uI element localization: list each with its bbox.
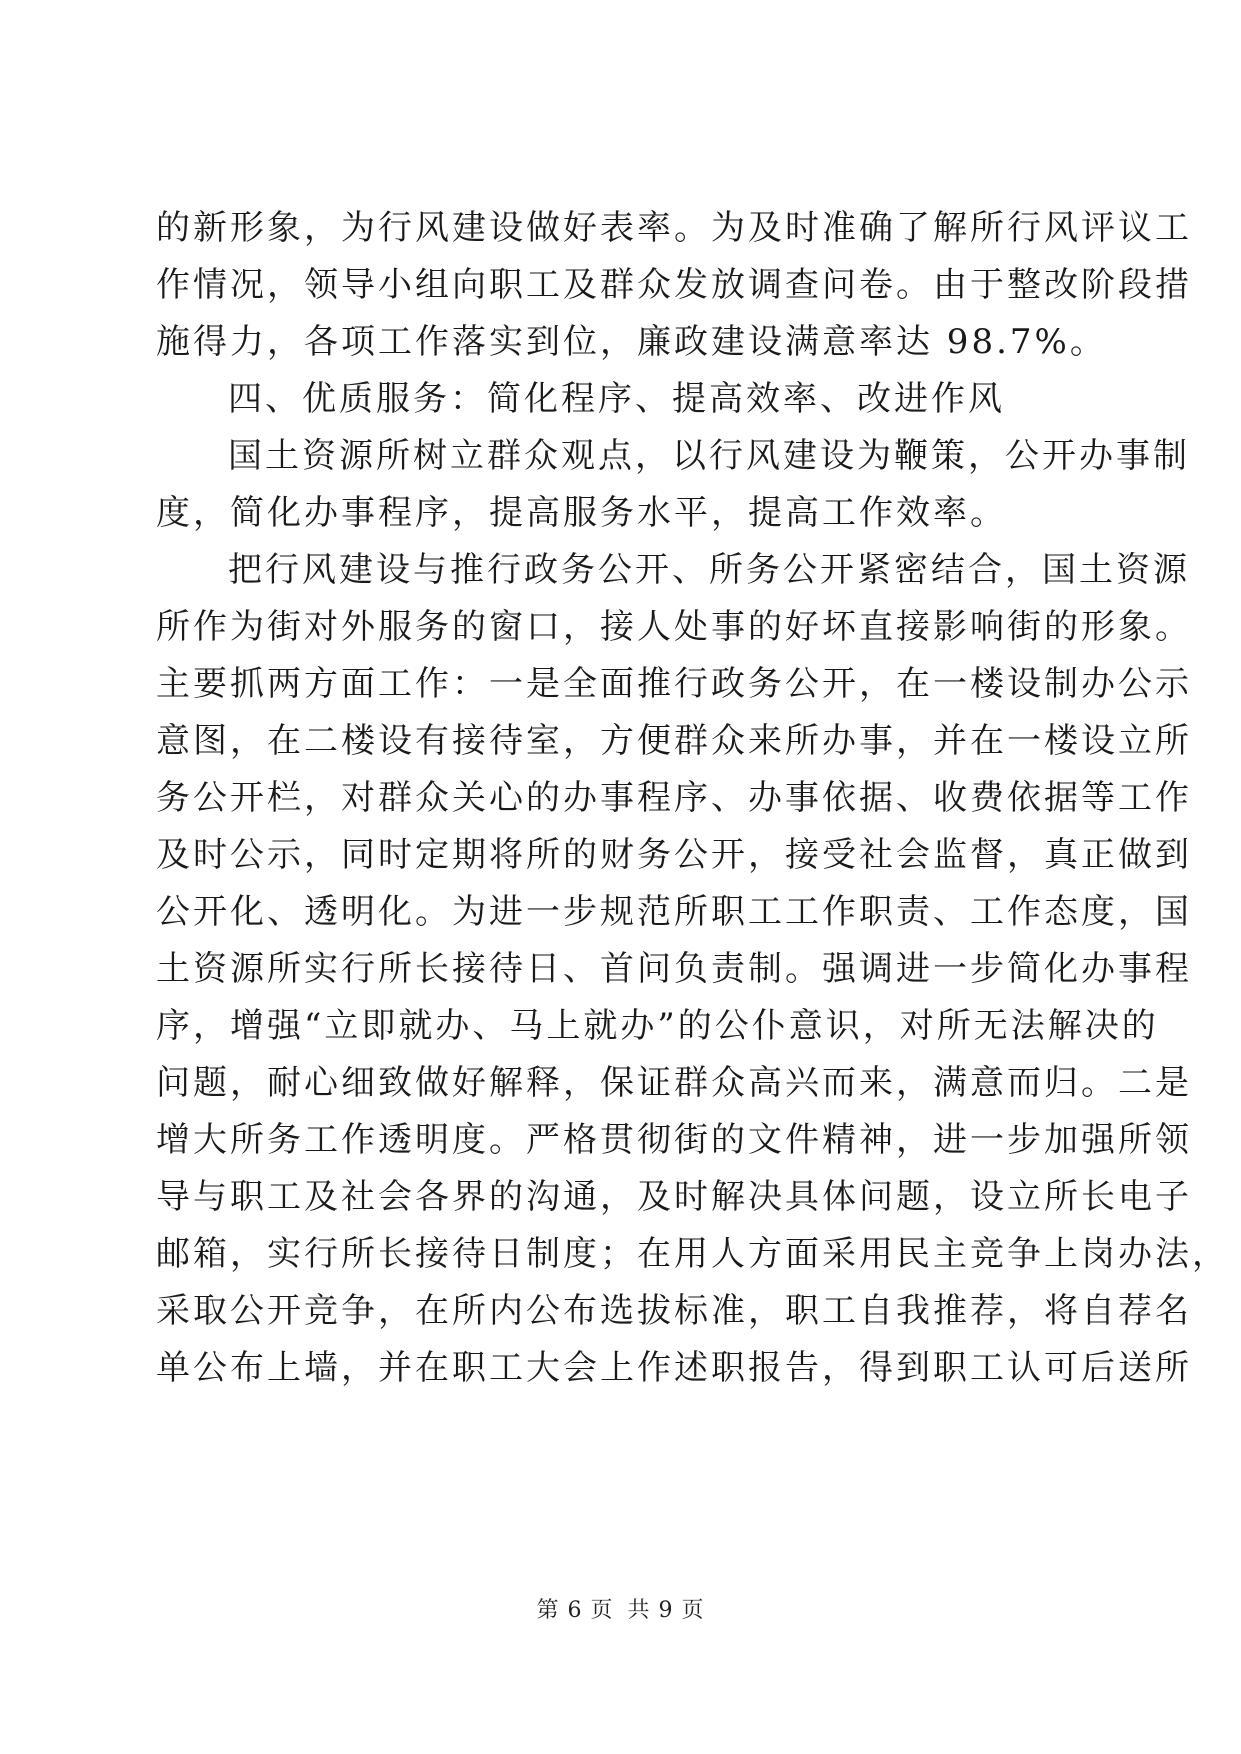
document-body	[156, 200, 1229, 1397]
body-line-13: 公开化、透明化。为进一步规范所职工工作职责、工作态度，国	[156, 892, 1192, 932]
body-line-8: 所作为街对外服务的窗口，接人处事的好坏直接影响街的形象。	[156, 607, 1192, 647]
body-line-3: 施得力，各项工作落实到位，廉政建设满意率达 98.7%。	[156, 322, 1107, 362]
page-footer	[0, 1596, 1241, 1626]
page-number: 第 6 页	[536, 1598, 614, 1623]
body-line-20: 采取公开竞争，在所内公布选拔标准，职工自我推荐，将自荐名	[156, 1291, 1192, 1331]
body-line-16: 问题，耐心细致做好解释，保证群众高兴而来，满意而归。二是	[156, 1063, 1192, 1103]
body-line-7: 把行风建设与推行政务公开、所务公开紧密结合，国土资源	[228, 550, 1190, 590]
body-line-5: 国土资源所树立群众观点，以行风建设为鞭策，公开办事制	[228, 436, 1190, 476]
body-line-14: 土资源所实行所长接待日、首问负责制。强调进一步简化办事程	[156, 949, 1192, 989]
body-line-1: 的新形象，为行风建设做好表率。为及时准确了解所行风评议工	[156, 208, 1192, 248]
page-total: 共 9 页	[627, 1598, 705, 1623]
body-line-17: 增大所务工作透明度。严格贯彻街的文件精神，进一步加强所领	[156, 1120, 1192, 1160]
body-line-19: 邮箱，实行所长接待日制度；在用人方面采用民主竞争上岗办法，	[156, 1234, 1229, 1274]
section-heading: 四、优质服务：简化程序、提高效率、改进作风	[228, 379, 1005, 419]
body-line-6: 度，简化办事程序，提高服务水平，提高工作效率。	[156, 493, 1007, 533]
body-line-12: 及时公示，同时定期将所的财务公开，接受社会监督，真正做到	[156, 835, 1192, 875]
body-line-9: 主要抓两方面工作：一是全面推行政务公开，在一楼设制办公示	[156, 664, 1192, 704]
body-line-10: 意图，在二楼设有接待室，方便群众来所办事，并在一楼设立所	[156, 721, 1192, 761]
body-line-11: 务公开栏，对群众关心的办事程序、办事依据、收费依据等工作	[156, 778, 1192, 818]
body-line-21: 单公布上墙，并在职工大会上作述职报告，得到职工认可后送所	[156, 1348, 1192, 1388]
body-line-15: 序，增强“立即就办、马上就办”的公仆意识，对所无法解决的	[156, 1006, 1159, 1046]
body-line-18: 导与职工及社会各界的沟通，及时解决具体问题，设立所长电子	[156, 1177, 1192, 1217]
body-line-2: 作情况，领导小组向职工及群众发放调查问卷。由于整改阶段措	[156, 265, 1192, 305]
